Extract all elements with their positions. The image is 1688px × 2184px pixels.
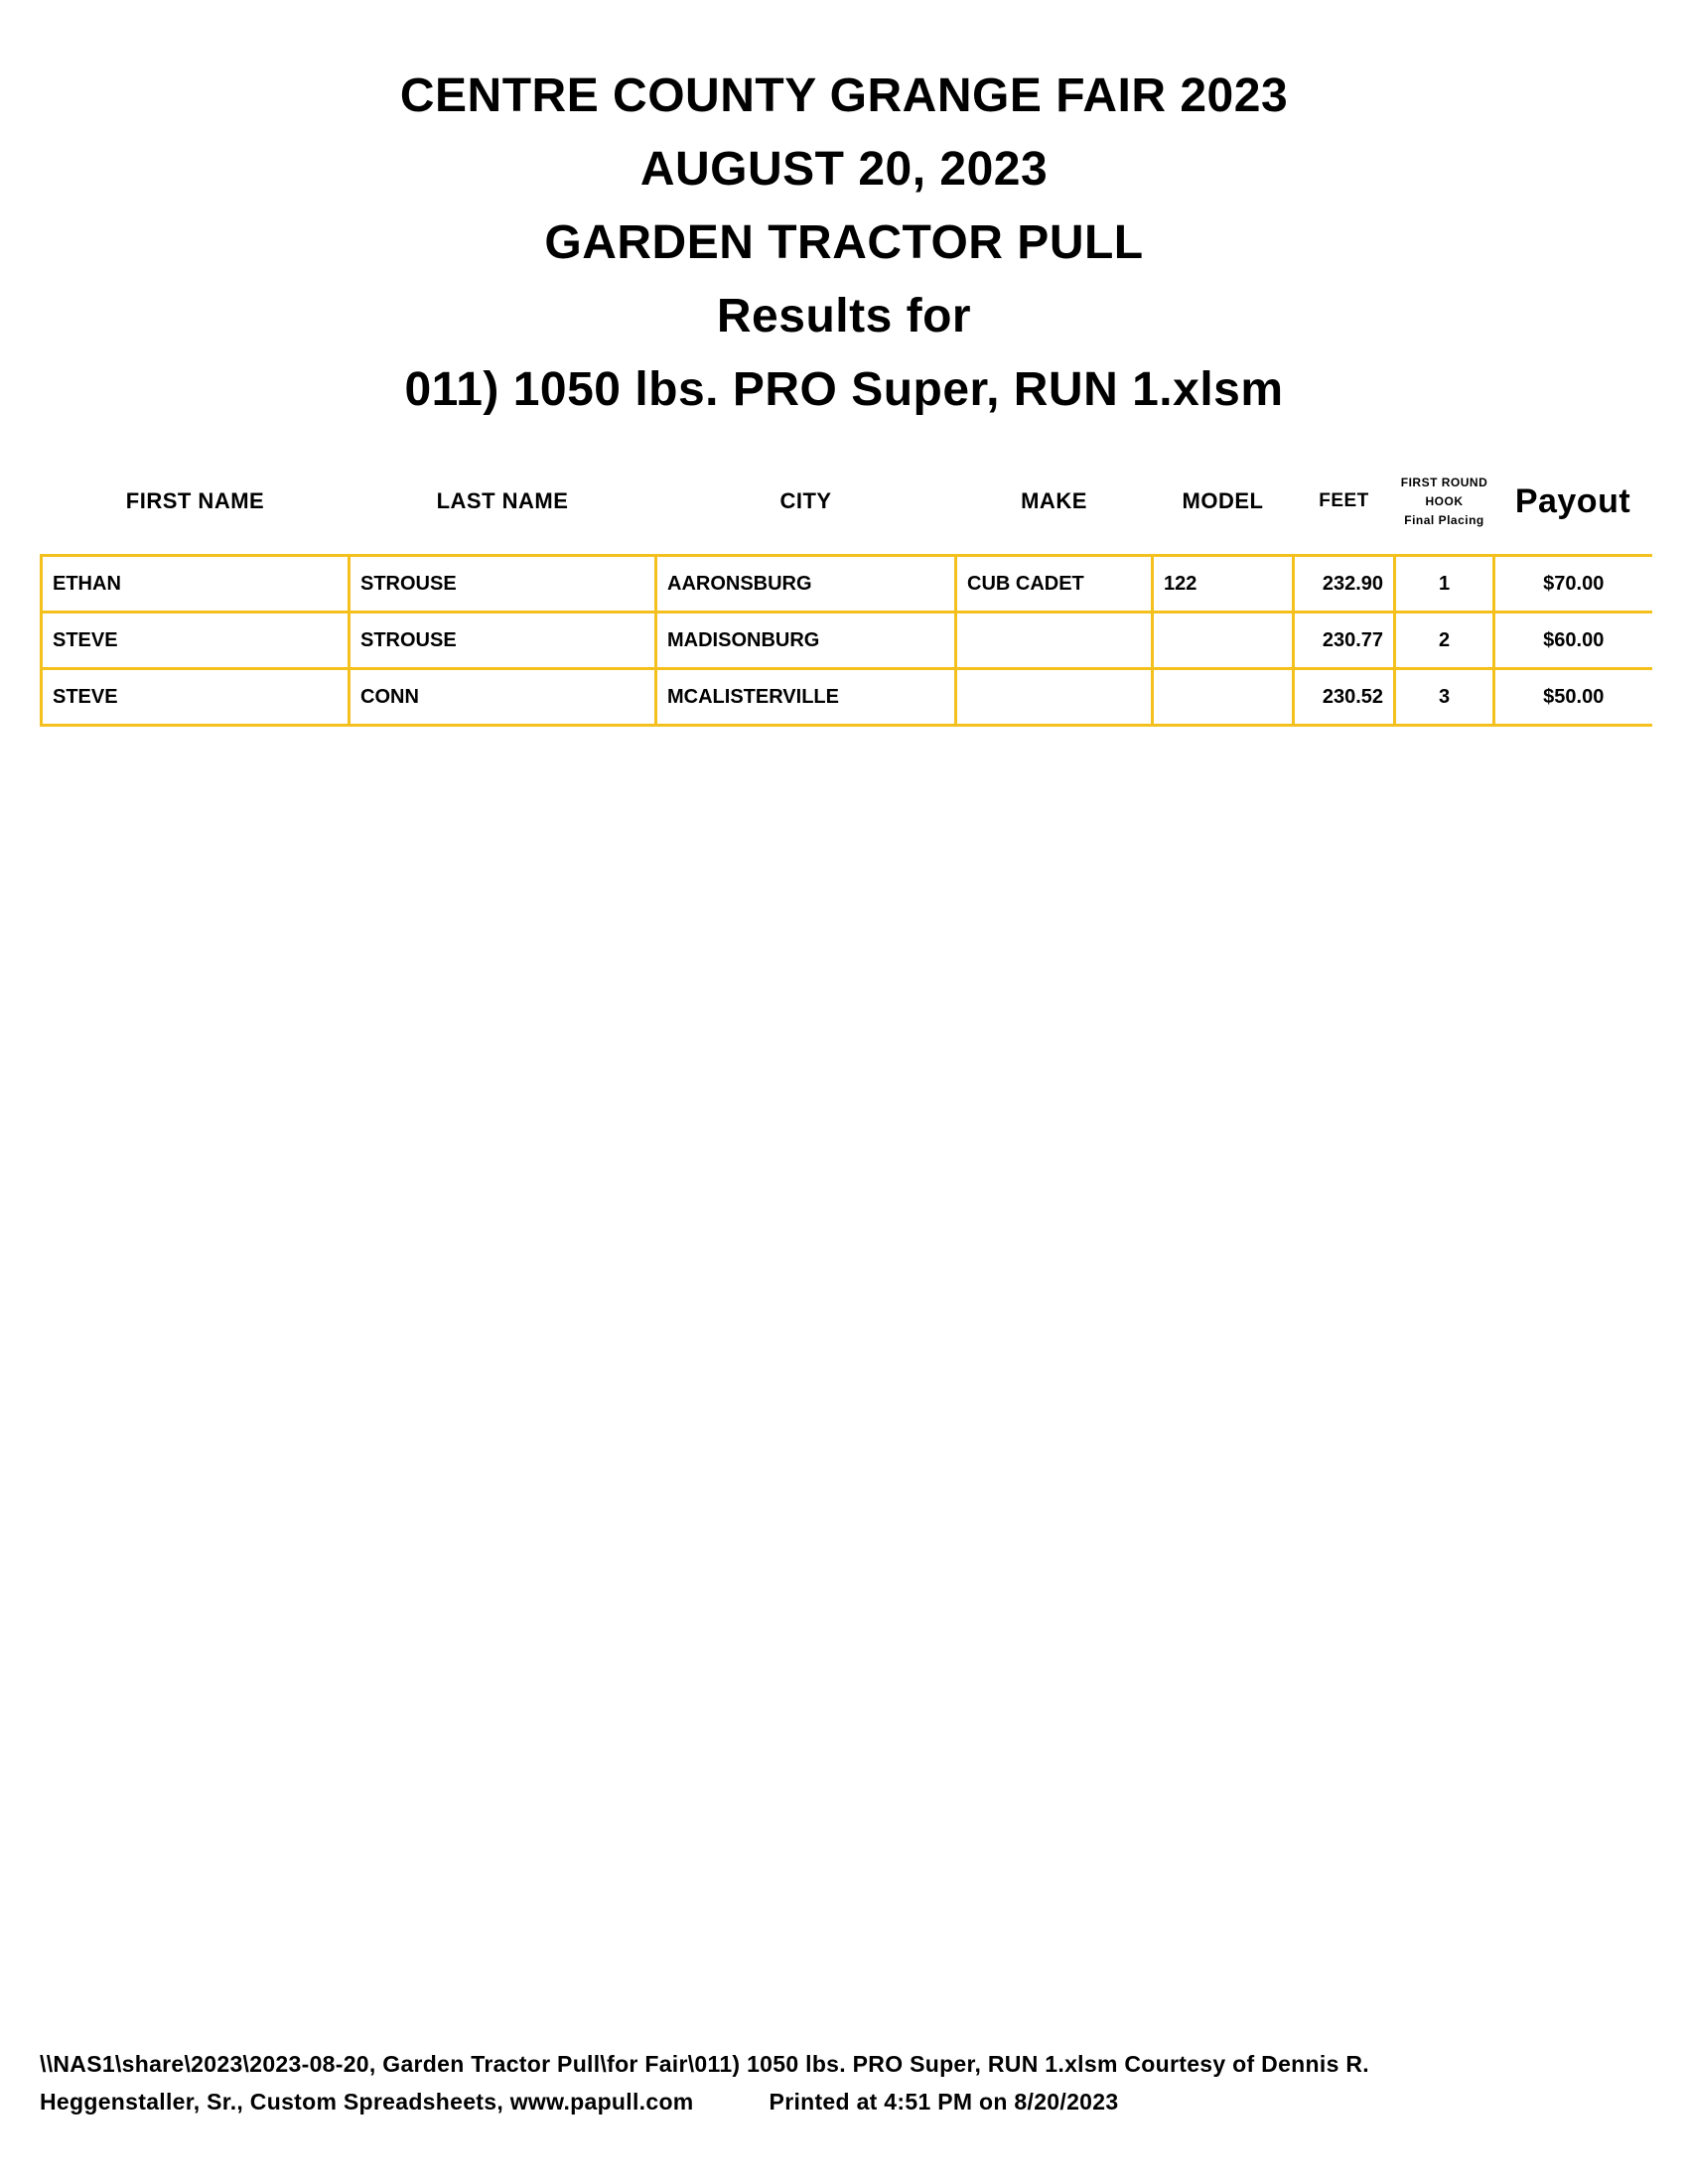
table-row [42, 669, 1652, 726]
header-placing-line3: Final Placing [1404, 512, 1484, 527]
header-make: MAKE [1021, 488, 1087, 513]
cell-city: MCALISTERVILLE [656, 669, 956, 726]
cell-payout: $60.00 [1494, 613, 1652, 669]
cell-placing: 1 [1395, 556, 1494, 613]
cell-make [956, 613, 1153, 669]
results-table [40, 457, 1652, 727]
footer-credits-line [40, 2083, 1668, 2120]
header-feet: FEET [1319, 490, 1369, 511]
results-for-label: Results for [716, 290, 972, 342]
cell-make: CUB CADET [956, 556, 1153, 613]
cell-city: MADISONBURG [656, 613, 956, 669]
cell-first-name: ETHAN [42, 556, 350, 613]
cell-feet: 230.52 [1294, 669, 1395, 726]
cell-first-name: STEVE [42, 613, 350, 669]
header-placing [1395, 457, 1494, 546]
header-placing-line1: FIRST ROUND [1400, 475, 1488, 489]
report-footer [40, 2045, 1668, 2120]
footer-credits: Heggenstaller, Sr., Custom Spreadsheets, www.papull.com [40, 2089, 694, 2115]
footer-printed-at: Printed at 4:51 PM on 8/20/2023 [769, 2089, 1119, 2115]
cell-model [1153, 613, 1294, 669]
cell-payout: $70.00 [1494, 556, 1652, 613]
header-placing-line2: HOOK [1425, 493, 1464, 508]
cell-placing: 2 [1395, 613, 1494, 669]
header-model: MODEL [1182, 488, 1264, 513]
fair-title: CENTRE COUNTY GRANGE FAIR 2023 [399, 69, 1289, 122]
report-header [0, 60, 1688, 427]
header-payout: Payout [1514, 481, 1631, 520]
class-file-name: 011) 1050 lbs. PRO Super, RUN 1.xlsm [404, 363, 1284, 416]
footer-file-path: \\NAS1\share\2023\2023-08-20, Garden Tractor Pull\for Fair\011) 1050 lbs. PRO Super, RUN 1.xlsm Courtesy of Dennis R. [40, 2051, 1369, 2077]
event-name: GARDEN TRACTOR PULL [544, 216, 1144, 269]
table-header-row [42, 457, 1652, 546]
header-city: CITY [779, 488, 832, 513]
cell-payout: $50.00 [1494, 669, 1652, 726]
table-row [42, 556, 1652, 613]
cell-model: 122 [1153, 556, 1294, 613]
header-last-name: LAST NAME [436, 488, 569, 513]
cell-placing: 3 [1395, 669, 1494, 726]
cell-feet: 230.77 [1294, 613, 1395, 669]
cell-first-name: STEVE [42, 669, 350, 726]
cell-city: AARONSBURG [656, 556, 956, 613]
cell-last-name: STROUSE [350, 613, 656, 669]
cell-model [1153, 669, 1294, 726]
event-date: AUGUST 20, 2023 [639, 143, 1049, 196]
table-row [42, 613, 1652, 669]
header-first-name: FIRST NAME [125, 488, 265, 513]
cell-last-name: STROUSE [350, 556, 656, 613]
cell-feet: 232.90 [1294, 556, 1395, 613]
cell-last-name: CONN [350, 669, 656, 726]
cell-make [956, 669, 1153, 726]
